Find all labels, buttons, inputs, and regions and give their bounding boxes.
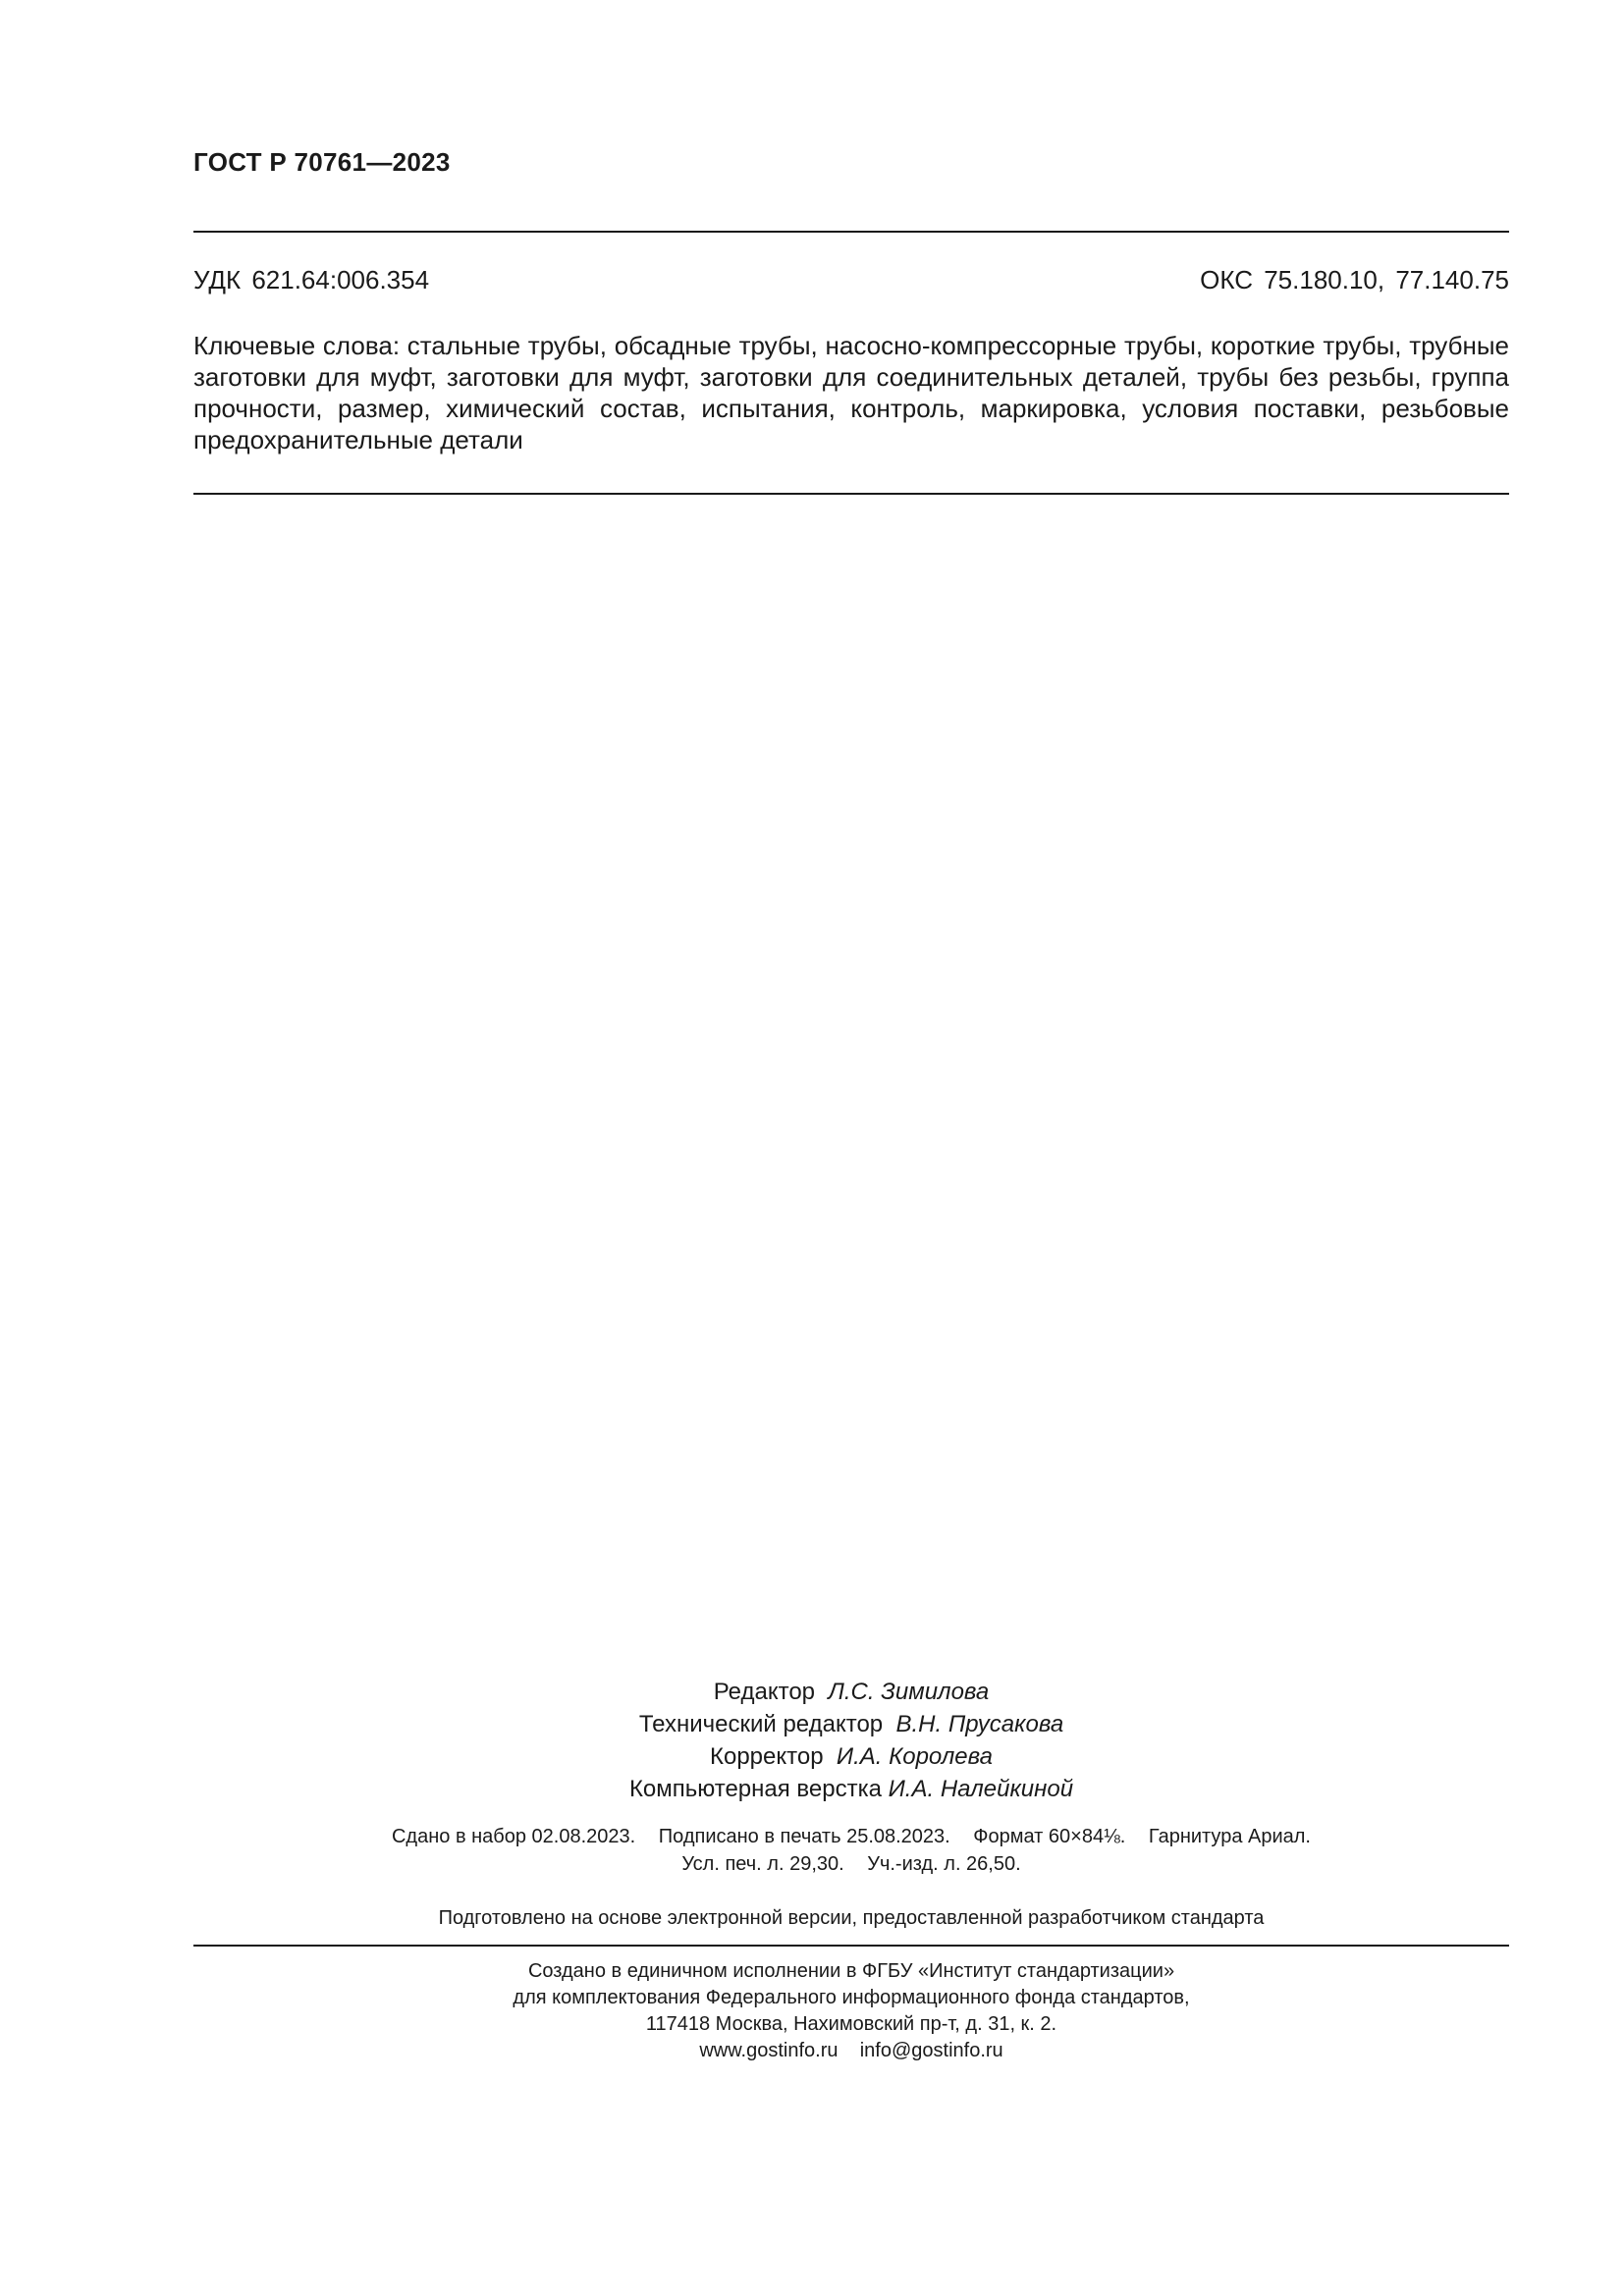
credit-role: Редактор	[713, 1679, 816, 1705]
imprint-line-2	[193, 1850, 1509, 1878]
top-divider	[193, 231, 1509, 233]
imprint-publisher-sheets: Уч.-изд. л. 26,50.	[867, 1853, 1021, 1875]
footer-divider	[193, 1945, 1509, 1947]
prepared-note: Подготовлено на основе электронной версии, предоставленной разработчиком стандарта	[438, 1907, 1265, 1929]
footer-line-1: Создано в единичном исполнении в ФГБУ «Институт стандартизации»	[527, 1960, 1175, 1982]
credit-line	[193, 1740, 1509, 1773]
imprint-line-1	[193, 1823, 1509, 1850]
email-link[interactable]: info@gostinfo.ru	[859, 2040, 1003, 2061]
website-link[interactable]: www.gostinfo.ru	[699, 2040, 839, 2061]
credit-name: Л.С. Зимилова	[828, 1679, 990, 1705]
keywords-paragraph: Ключевые слова: стальные трубы, обсадные трубы, насосно-компрессорные трубы, короткие трубы, трубные заготовки для муфт, заготовки для муфт, заготовки для соединительных деталей, трубы без резьбы, группа прочности, размер, химический состав, испытания, контроль, маркировка, условия поставки, резьбовые предохранительные детали	[193, 331, 1509, 454]
footer-contacts	[193, 2038, 1509, 2064]
credit-role: Корректор	[710, 1743, 824, 1770]
imprint-typeface: Гарнитура Ариал.	[1148, 1826, 1311, 1847]
credits-block	[193, 1676, 1509, 1805]
imprint-signed: Подписано в печать 25.08.2023.	[658, 1826, 950, 1847]
imprint-block	[193, 1823, 1509, 1878]
credit-name: И.А. Королева	[836, 1743, 993, 1770]
keywords-divider	[193, 493, 1509, 495]
publisher-footer	[193, 1958, 1509, 2064]
oks-code: ОКС 75.180.10, 77.140.75	[1200, 265, 1509, 294]
credit-name: В.Н. Прусакова	[895, 1711, 1064, 1737]
footer-address: 117418 Москва, Нахимовский пр-т, д. 31, к. 2.	[645, 2013, 1057, 2035]
credit-name: И.А. Налейкиной	[888, 1776, 1074, 1802]
credit-role: Компьютерная верстка	[628, 1776, 882, 1802]
imprint-format: Формат 60×84⅛.	[973, 1826, 1126, 1847]
credit-role: Технический редактор	[638, 1711, 884, 1737]
classification-row	[193, 265, 1509, 295]
credit-line	[193, 1708, 1509, 1740]
footer-line-2: для комплектования Федерального информационного фонда стандартов,	[513, 1987, 1190, 2008]
credit-line	[193, 1676, 1509, 1708]
credit-line	[193, 1773, 1509, 1805]
imprint-submitted: Сдано в набор 02.08.2023.	[391, 1826, 636, 1847]
udk-code: УДК 621.64:006.354	[193, 265, 430, 294]
document-code: ГОСТ Р 70761—2023	[193, 147, 451, 177]
imprint-print-sheets: Усл. печ. л. 29,30.	[681, 1853, 844, 1875]
